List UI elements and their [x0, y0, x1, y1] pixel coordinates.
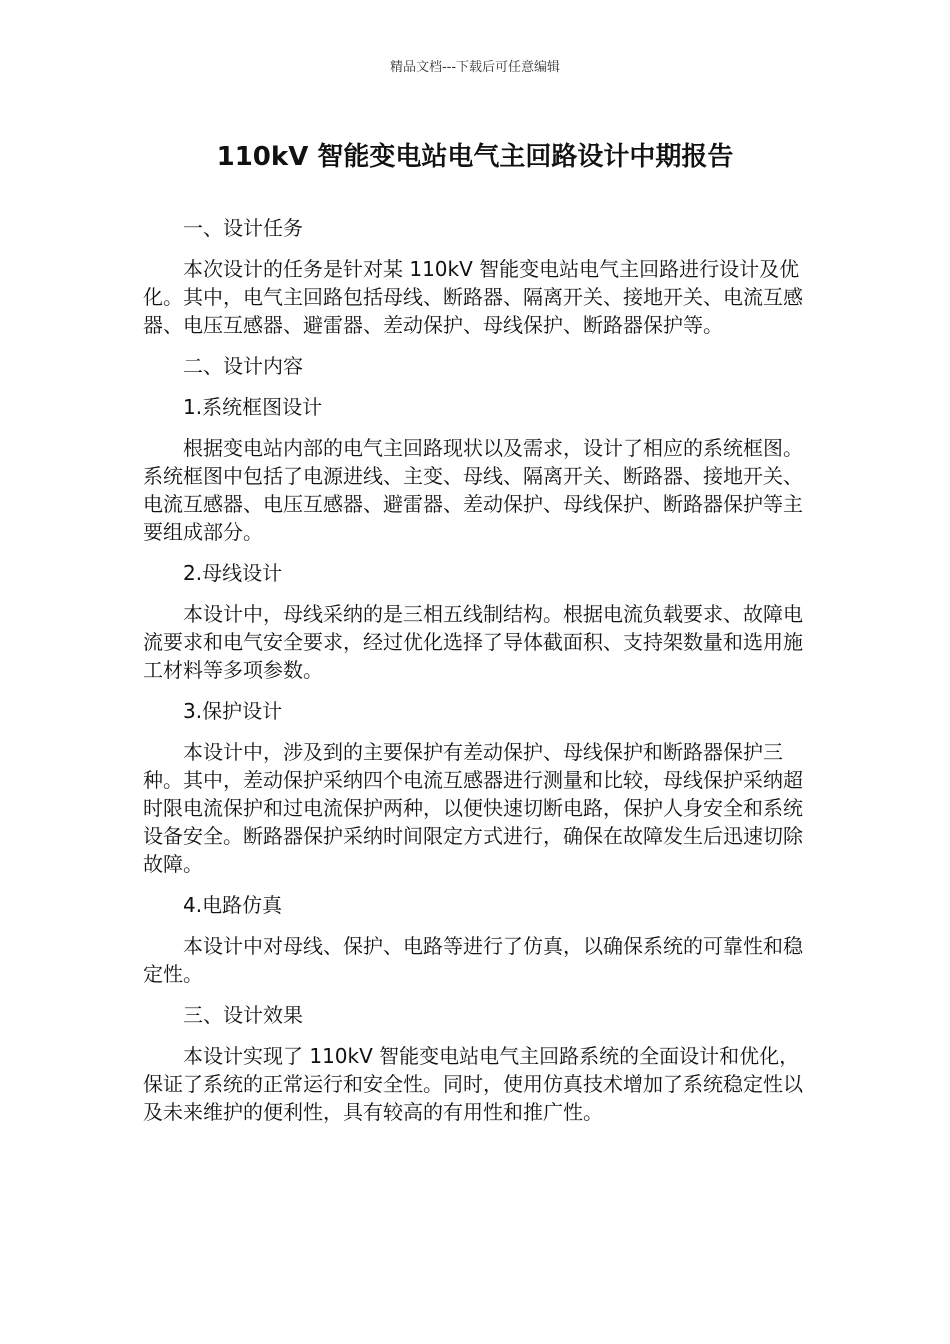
document-body: [143, 214, 811, 1126]
paragraph-simulation: 本设计中对母线、保护、电路等进行了仿真，以确保系统的可靠性和稳定性。: [143, 934, 803, 986]
section-heading-design-results: 三、设计效果: [183, 1003, 303, 1027]
paragraph-design-task: 本次设计的任务是针对某 110kV 智能变电站电气主回路进行设计及优化。其中，电气主回路包括母线、断路器、隔离开关、接地开关、电流互感器、电压互感器、避雷器、差动保护、母线保护、断路器保护等。: [143, 257, 803, 337]
paragraph-busbar: 本设计中，母线采纳的是三相五线制结构。根据电流负载要求、故障电流要求和电气安全要求，经过优化选择了导体截面积、支持架数量和选用施工材料等多项参数。: [143, 602, 803, 682]
section-heading-design-content: 二、设计内容: [183, 354, 303, 378]
subsection-heading-simulation: 4.电路仿真: [183, 893, 283, 917]
paragraph-block-diagram: 根据变电站内部的电气主回路现状以及需求，设计了相应的系统框图。系统框图中包括了电源进线、主变、母线、隔离开关、断路器、接地开关、电流互感器、电压互感器、避雷器、差动保护、母线保护、断路器保护等主要组成部分。: [143, 436, 803, 544]
subsection-heading-busbar: 2.母线设计: [183, 561, 283, 585]
paragraph-protection: 本设计中，涉及到的主要保护有差动保护、母线保护和断路器保护三种。其中，差动保护采纳四个电流互感器进行测量和比较，母线保护采纳超时限电流保护和过电流保护两种，以便快速切断电路，保护人身安全和系统设备安全。断路器保护采纳时间限定方式进行，确保在故障发生后迅速切除故障。: [143, 740, 803, 876]
document-title: 110kV 智能变电站电气主回路设计中期报告: [216, 142, 734, 172]
section-heading-design-task: 一、设计任务: [183, 216, 303, 240]
subsection-heading-block-diagram: 1.系统框图设计: [183, 395, 323, 419]
subsection-heading-protection: 3.保护设计: [183, 699, 283, 723]
paragraph-design-results: 本设计实现了 110kV 智能变电站电气主回路系统的全面设计和优化，保证了系统的正常运行和安全性。同时，使用仿真技术增加了系统稳定性以及未来维护的便利性，具有较高的有用性和推广性。: [143, 1044, 803, 1124]
page-header: 精品文档---下载后可任意编辑: [389, 60, 561, 75]
